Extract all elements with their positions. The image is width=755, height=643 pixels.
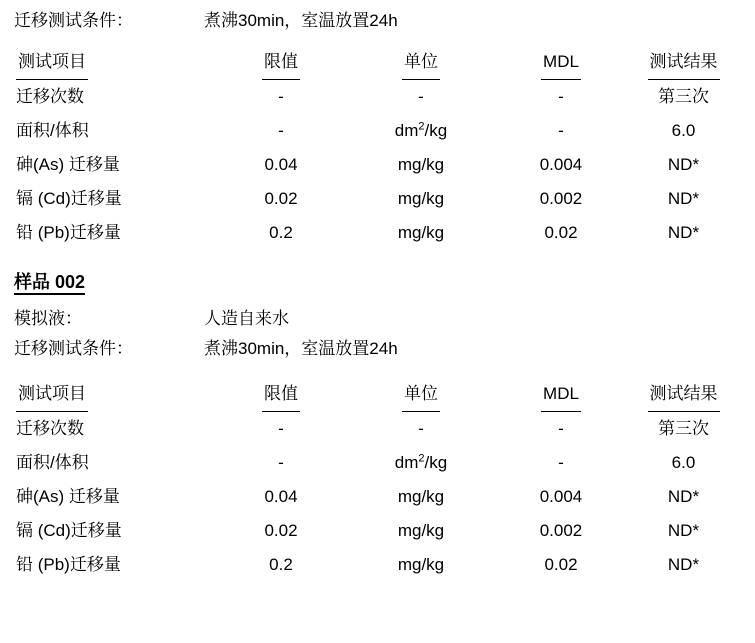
cell-result: ND* <box>667 521 700 540</box>
cell-mdl: 0.004 <box>539 155 583 174</box>
cell-unit: mg/kg <box>397 521 445 540</box>
header-cell-unit: 单位 <box>346 378 496 412</box>
header-cell-item: 测试项目 <box>14 46 216 80</box>
table-row <box>14 412 741 446</box>
table-row <box>14 514 741 548</box>
header-cell-item: 测试项目 <box>14 378 216 412</box>
cell-mdl: 0.002 <box>539 189 583 208</box>
cell-mdl: 0.02 <box>544 555 578 574</box>
cell-unit: mg/kg <box>397 189 445 208</box>
table-row <box>14 446 741 480</box>
table-header-row <box>14 378 741 412</box>
cell-mdl: 0.002 <box>539 521 583 540</box>
header-cell-limit: 限值 <box>216 46 346 80</box>
cell-item: 铅 (Pb)迁移量 <box>16 223 121 242</box>
table-row <box>14 548 741 582</box>
cell-item: 镉 (Cd)迁移量 <box>16 521 122 540</box>
sample-002-migration-condition-label: 迁移测试条件： <box>14 339 133 358</box>
sample-002-title: 样品 002 <box>14 268 85 294</box>
cell-limit: - <box>278 419 284 438</box>
cell-mdl: - <box>558 87 564 106</box>
cell-item: 砷(As) 迁移量 <box>16 155 120 174</box>
spacer <box>14 364 741 378</box>
table-row <box>14 80 741 114</box>
cell-item: 面积/体积 <box>16 121 89 140</box>
header-cell-result: 测试结果 <box>626 378 741 412</box>
table-row <box>14 114 741 148</box>
top-results-table <box>14 46 741 250</box>
top-migration-condition-value: 煮沸30min，室温放置24h <box>204 11 398 30</box>
cell-unit: mg/kg <box>397 555 445 574</box>
cell-mdl: 0.004 <box>539 487 583 506</box>
top-results-table-head <box>14 46 741 80</box>
table-row <box>14 182 741 216</box>
header-cell-mdl: MDL <box>496 378 626 412</box>
cell-result: 6.0 <box>671 121 696 140</box>
cell-result: ND* <box>667 555 700 574</box>
cell-mdl: - <box>558 453 564 472</box>
cell-item: 砷(As) 迁移量 <box>16 487 120 506</box>
cell-unit: - <box>418 87 424 106</box>
cell-result: ND* <box>667 189 700 208</box>
cell-limit: - <box>278 87 284 106</box>
header-cell-limit: 限值 <box>216 378 346 412</box>
cell-result: 第三次 <box>658 87 709 106</box>
top-migration-condition-row <box>14 6 741 36</box>
cell-unit: mg/kg <box>397 487 445 506</box>
sample-002-results-table-body <box>14 412 741 582</box>
spacer <box>14 36 741 46</box>
table-header-row <box>14 46 741 80</box>
cell-mdl: - <box>558 121 564 140</box>
sample-002-simulant-value: 人造自来水 <box>204 309 289 328</box>
cell-unit: - <box>418 419 424 438</box>
cell-mdl: - <box>558 419 564 438</box>
cell-limit: 0.04 <box>264 487 298 506</box>
cell-item: 迁移次数 <box>16 87 84 106</box>
table-row <box>14 148 741 182</box>
cell-result: ND* <box>667 487 700 506</box>
cell-result: 6.0 <box>671 453 696 472</box>
table-row <box>14 216 741 250</box>
top-results-table-body <box>14 80 741 250</box>
header-cell-mdl: MDL <box>496 46 626 80</box>
cell-mdl: 0.02 <box>544 223 578 242</box>
top-migration-condition-label: 迁移测试条件： <box>14 11 133 30</box>
cell-result: 第三次 <box>658 419 709 438</box>
cell-unit: mg/kg <box>397 223 445 242</box>
sample-002-simulant-label: 模拟液： <box>14 309 82 328</box>
cell-item: 镉 (Cd)迁移量 <box>16 189 122 208</box>
sample-002-results-table-head <box>14 378 741 412</box>
cell-limit: - <box>278 121 284 140</box>
table-row <box>14 480 741 514</box>
cell-result: ND* <box>667 223 700 242</box>
header-cell-unit: 单位 <box>346 46 496 80</box>
cell-limit: 0.02 <box>264 189 298 208</box>
cell-item: 面积/体积 <box>16 453 89 472</box>
sample-002-migration-condition-value: 煮沸30min，室温放置24h <box>204 339 398 358</box>
cell-limit: 0.04 <box>264 155 298 174</box>
cell-unit: mg/kg <box>397 155 445 174</box>
cell-result: ND* <box>667 155 700 174</box>
cell-unit: $dm^2/kg$ <box>394 452 448 472</box>
cell-unit: $dm^2/kg$ <box>394 120 448 140</box>
cell-item: 迁移次数 <box>16 419 84 438</box>
header-cell-result: 测试结果 <box>626 46 741 80</box>
cell-limit: 0.2 <box>269 223 293 242</box>
cell-item: 铅 (Pb)迁移量 <box>16 555 121 574</box>
sample-002-results-table <box>14 378 741 582</box>
cell-limit: 0.2 <box>269 555 293 574</box>
sample-002-migration-condition-row <box>14 334 741 364</box>
cell-limit: 0.02 <box>264 521 298 540</box>
cell-limit: - <box>278 453 284 472</box>
sample-002-simulant-row <box>14 304 741 334</box>
